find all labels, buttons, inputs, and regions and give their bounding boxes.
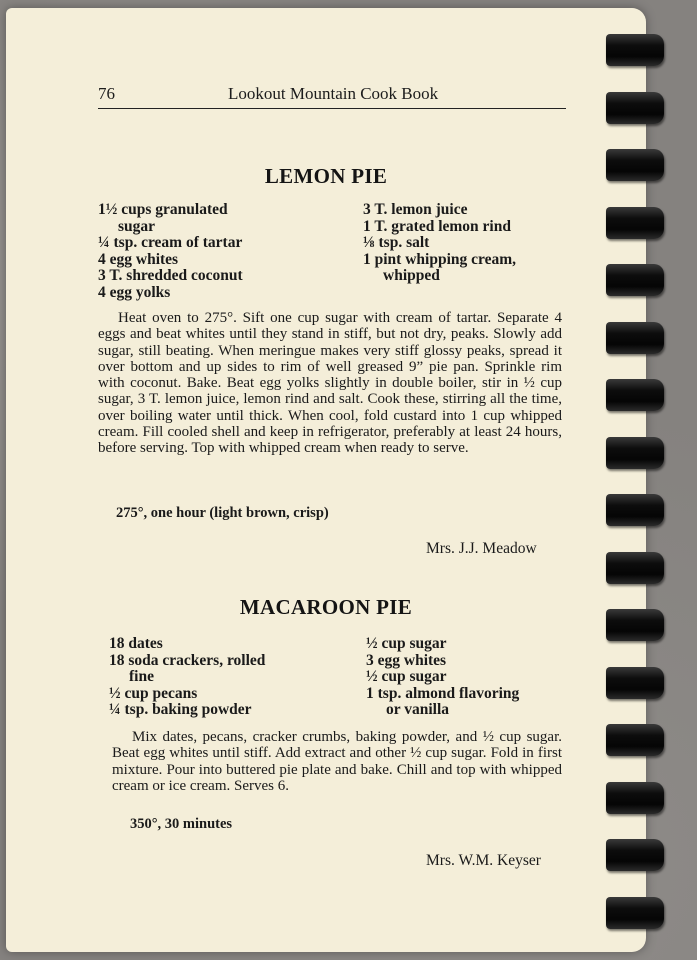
- spiral-coil: [606, 92, 664, 124]
- ingredient-line: 4 egg whites: [98, 250, 179, 268]
- ingredient-line: ⅛ tsp. salt: [363, 234, 430, 251]
- ingredient-line: ½ cup pecans: [109, 684, 198, 702]
- cookbook-page: [6, 8, 646, 952]
- spiral-coil: [606, 839, 664, 871]
- directions-macaroon-pie: Mix dates, pecans, cracker crumbs, baking powder, and ½ cup sugar. Beat egg whites until stiff. Add extract and other ½ cup sugar. Fold in first mixture. Pour into buttered pie plate and bake. Chill and top with whipped cream or ice cream. Serves 6.: [112, 729, 562, 794]
- ingredient-line: ½ cup sugar: [366, 635, 447, 652]
- ingredients-right-macaroon-pie: [366, 636, 519, 719]
- ingredient-line: 3 T. lemon juice: [363, 201, 468, 218]
- recipe-title-lemon-pie: LEMON PIE: [264, 164, 388, 188]
- spiral-coil: [606, 322, 664, 354]
- spiral-binding: [598, 26, 697, 960]
- ingredient-line: ¼ tsp. baking powder: [109, 701, 252, 718]
- ingredient-line: or vanilla: [386, 701, 450, 718]
- spiral-coil: [606, 437, 664, 469]
- ingredient-line: ¼ tsp. cream of tartar: [98, 234, 243, 251]
- ingredients-left-lemon-pie: [98, 202, 243, 301]
- spiral-coil: [606, 379, 664, 411]
- ingredient-line: 18 soda crackers, rolled: [109, 651, 266, 669]
- contributor-macaroon-pie: Mrs. W.M. Keyser: [426, 852, 541, 869]
- book-title: Lookout Mountain Cook Book: [228, 84, 439, 103]
- ingredient-line: fine: [129, 668, 154, 685]
- spiral-coil: [606, 724, 664, 756]
- baking-note-lemon-pie: 275°, one hour (light brown, crisp): [116, 505, 329, 521]
- ingredients-right-lemon-pie: [363, 202, 516, 285]
- spiral-coil: [606, 552, 664, 584]
- spiral-coil: [606, 609, 664, 641]
- spiral-coil: [606, 494, 664, 526]
- ingredient-line: 4 egg yolks: [98, 283, 171, 301]
- ingredient-line: 3 T. shredded coconut: [98, 267, 243, 284]
- recipe-title-macaroon-pie: MACAROON PIE: [239, 595, 413, 619]
- page-number: 76: [98, 84, 115, 103]
- spiral-coil: [606, 897, 664, 929]
- ingredient-line: 1½ cups granulated: [98, 201, 228, 218]
- contributor-lemon-pie: Mrs. J.J. Meadow: [426, 540, 537, 557]
- ingredient-line: sugar: [118, 217, 156, 235]
- ingredient-line: whipped: [383, 267, 440, 284]
- spiral-coil: [606, 34, 664, 66]
- spiral-coil: [606, 782, 664, 814]
- ingredient-line: 3 egg whites: [366, 651, 447, 669]
- spiral-coil: [606, 207, 664, 239]
- ingredient-line: 1 pint whipping cream,: [363, 250, 517, 268]
- ingredients-left-macaroon-pie: [109, 636, 265, 719]
- baking-note-macaroon-pie: 350°, 30 minutes: [130, 816, 233, 832]
- ingredient-line: 1 T. grated lemon rind: [363, 217, 511, 235]
- page-header: [98, 74, 566, 109]
- ingredient-line: 1 tsp. almond flavoring: [366, 684, 520, 702]
- spiral-coil: [606, 667, 664, 699]
- ingredient-line: 18 dates: [109, 635, 163, 652]
- directions-lemon-pie: Heat oven to 275°. Sift one cup sugar with cream of tartar. Separate 4 eggs and beat whites until they stand in stiff, but not dry, peaks. Slowly add sugar, still beating. When meringue makes very stiff glossy peaks, spread it over bottom and up sides to rim of well greased 9” pie pan. Sprinkle rim with coconut. Bake. Beat egg yolks slightly in double boiler, stir in ½ cup sugar, 3 T. lemon juice, lemon rind and salt. Cook these, stirring all the time, over boiling water until thick. When cool, fold custard into 1 cup whipped cream. Fill cooled shell and keep in refrigerator, preferably at least 24 hours, before serving. Top with whipped cream when ready to serve.: [98, 310, 562, 457]
- ingredient-line: ½ cup sugar: [366, 668, 447, 685]
- spiral-coil: [606, 264, 664, 296]
- spiral-coil: [606, 149, 664, 181]
